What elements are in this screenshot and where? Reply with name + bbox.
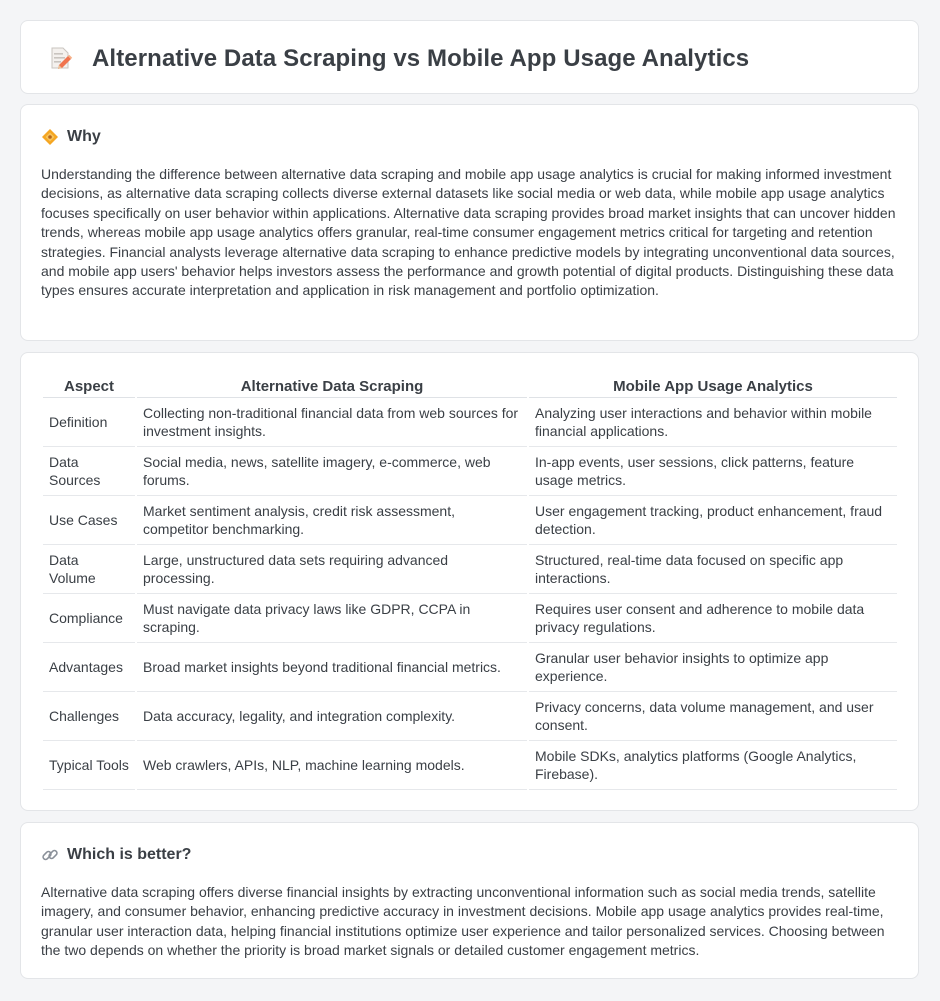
table-header-row	[43, 373, 897, 398]
row-alternative-data: Large, unstructured data sets requiring advanced processing.	[137, 545, 527, 594]
comparison-section	[20, 352, 919, 811]
why-section	[20, 104, 919, 341]
row-aspect: Advantages	[43, 643, 135, 692]
row-alternative-data: Data accuracy, legality, and integration complexity.	[137, 692, 527, 741]
better-text: Alternative data scraping offers diverse financial insights by extracting unconventional information such as social media trends, satellite imagery, and consumer behavior, enhancing predictive accuracy in investment decisions. Mobile app usage analytics provides real-time, granular user interaction data, helping financial institutions optimize user experience and tailor personalized services. Choosing between the two depends on whether the priority is broad market signals or detailed customer engagement metrics.	[41, 884, 885, 959]
column-header-aspect: Aspect	[43, 373, 135, 398]
row-aspect: Data Sources	[43, 447, 135, 496]
row-mobile-analytics: Analyzing user interactions and behavior within mobile financial applications.	[529, 398, 897, 447]
row-alternative-data: Broad market insights beyond traditional financial metrics.	[137, 643, 527, 692]
row-alternative-data: Social media, news, satellite imagery, e-commerce, web forums.	[137, 447, 527, 496]
column-header-mobile-analytics: Mobile App Usage Analytics	[529, 373, 897, 398]
row-mobile-analytics: Structured, real-time data focused on specific app interactions.	[529, 545, 897, 594]
row-aspect: Challenges	[43, 692, 135, 741]
why-heading: Why	[67, 128, 101, 145]
row-aspect: Definition	[43, 398, 135, 447]
row-alternative-data: Web crawlers, APIs, NLP, machine learning models.	[137, 741, 527, 790]
table-row	[43, 692, 897, 741]
table-row	[43, 447, 897, 496]
why-heading-row	[41, 127, 101, 147]
page-title: Alternative Data Scraping vs Mobile App Usage Analytics	[92, 45, 750, 72]
row-mobile-analytics: Granular user behavior insights to optimize app experience.	[529, 643, 897, 692]
row-aspect: Use Cases	[43, 496, 135, 545]
title-card	[20, 20, 919, 94]
comparison-table	[41, 373, 899, 790]
row-mobile-analytics: Privacy concerns, data volume management, and user consent.	[529, 692, 897, 741]
table-row	[43, 545, 897, 594]
which-is-better-section	[20, 822, 919, 979]
row-mobile-analytics: Mobile SDKs, analytics platforms (Google Analytics, Firebase).	[529, 741, 897, 790]
table-row	[43, 594, 897, 643]
row-aspect: Typical Tools	[43, 741, 135, 790]
link-icon	[41, 846, 59, 864]
table-row	[43, 496, 897, 545]
table-row	[43, 398, 897, 447]
better-heading-row	[41, 845, 191, 865]
diamond-icon	[41, 128, 59, 146]
row-aspect: Data Volume	[43, 545, 135, 594]
better-heading: Which is better?	[67, 846, 192, 863]
table-row	[43, 643, 897, 692]
row-alternative-data: Collecting non-traditional financial data from web sources for investment insights.	[137, 398, 527, 447]
row-alternative-data: Must navigate data privacy laws like GDPR, CCPA in scraping.	[137, 594, 527, 643]
row-aspect: Compliance	[43, 594, 135, 643]
column-header-alternative-data: Alternative Data Scraping	[137, 373, 527, 398]
table-row	[43, 741, 897, 790]
row-mobile-analytics: Requires user consent and adherence to mobile data privacy regulations.	[529, 594, 897, 643]
document-edit-icon	[47, 45, 73, 71]
row-mobile-analytics: User engagement tracking, product enhancement, fraud detection.	[529, 496, 897, 545]
row-alternative-data: Market sentiment analysis, credit risk assessment, competitor benchmarking.	[137, 496, 527, 545]
row-mobile-analytics: In-app events, user sessions, click patterns, feature usage metrics.	[529, 447, 897, 496]
why-text: Understanding the difference between alternative data scraping and mobile app usage analytics is crucial for making informed investment decisions, as alternative data scraping collects diverse external datasets like social media or web data, while mobile app usage analytics focuses specifically on user behavior within applications. Alternative data scraping provides broad market insights that can uncover hidden trends, whereas mobile app usage analytics offers granular, real-time consumer engagement metrics critical for targeting and retention strategies. Financial analysts leverage alternative data scraping to enhance predictive models by integrating unconventional data sources, and mobile app users' behavior helps investors assess the performance and growth potential of digital products. Distinguishing these data types ensures accurate interpretation and application in risk management and portfolio optimization.	[41, 166, 896, 299]
